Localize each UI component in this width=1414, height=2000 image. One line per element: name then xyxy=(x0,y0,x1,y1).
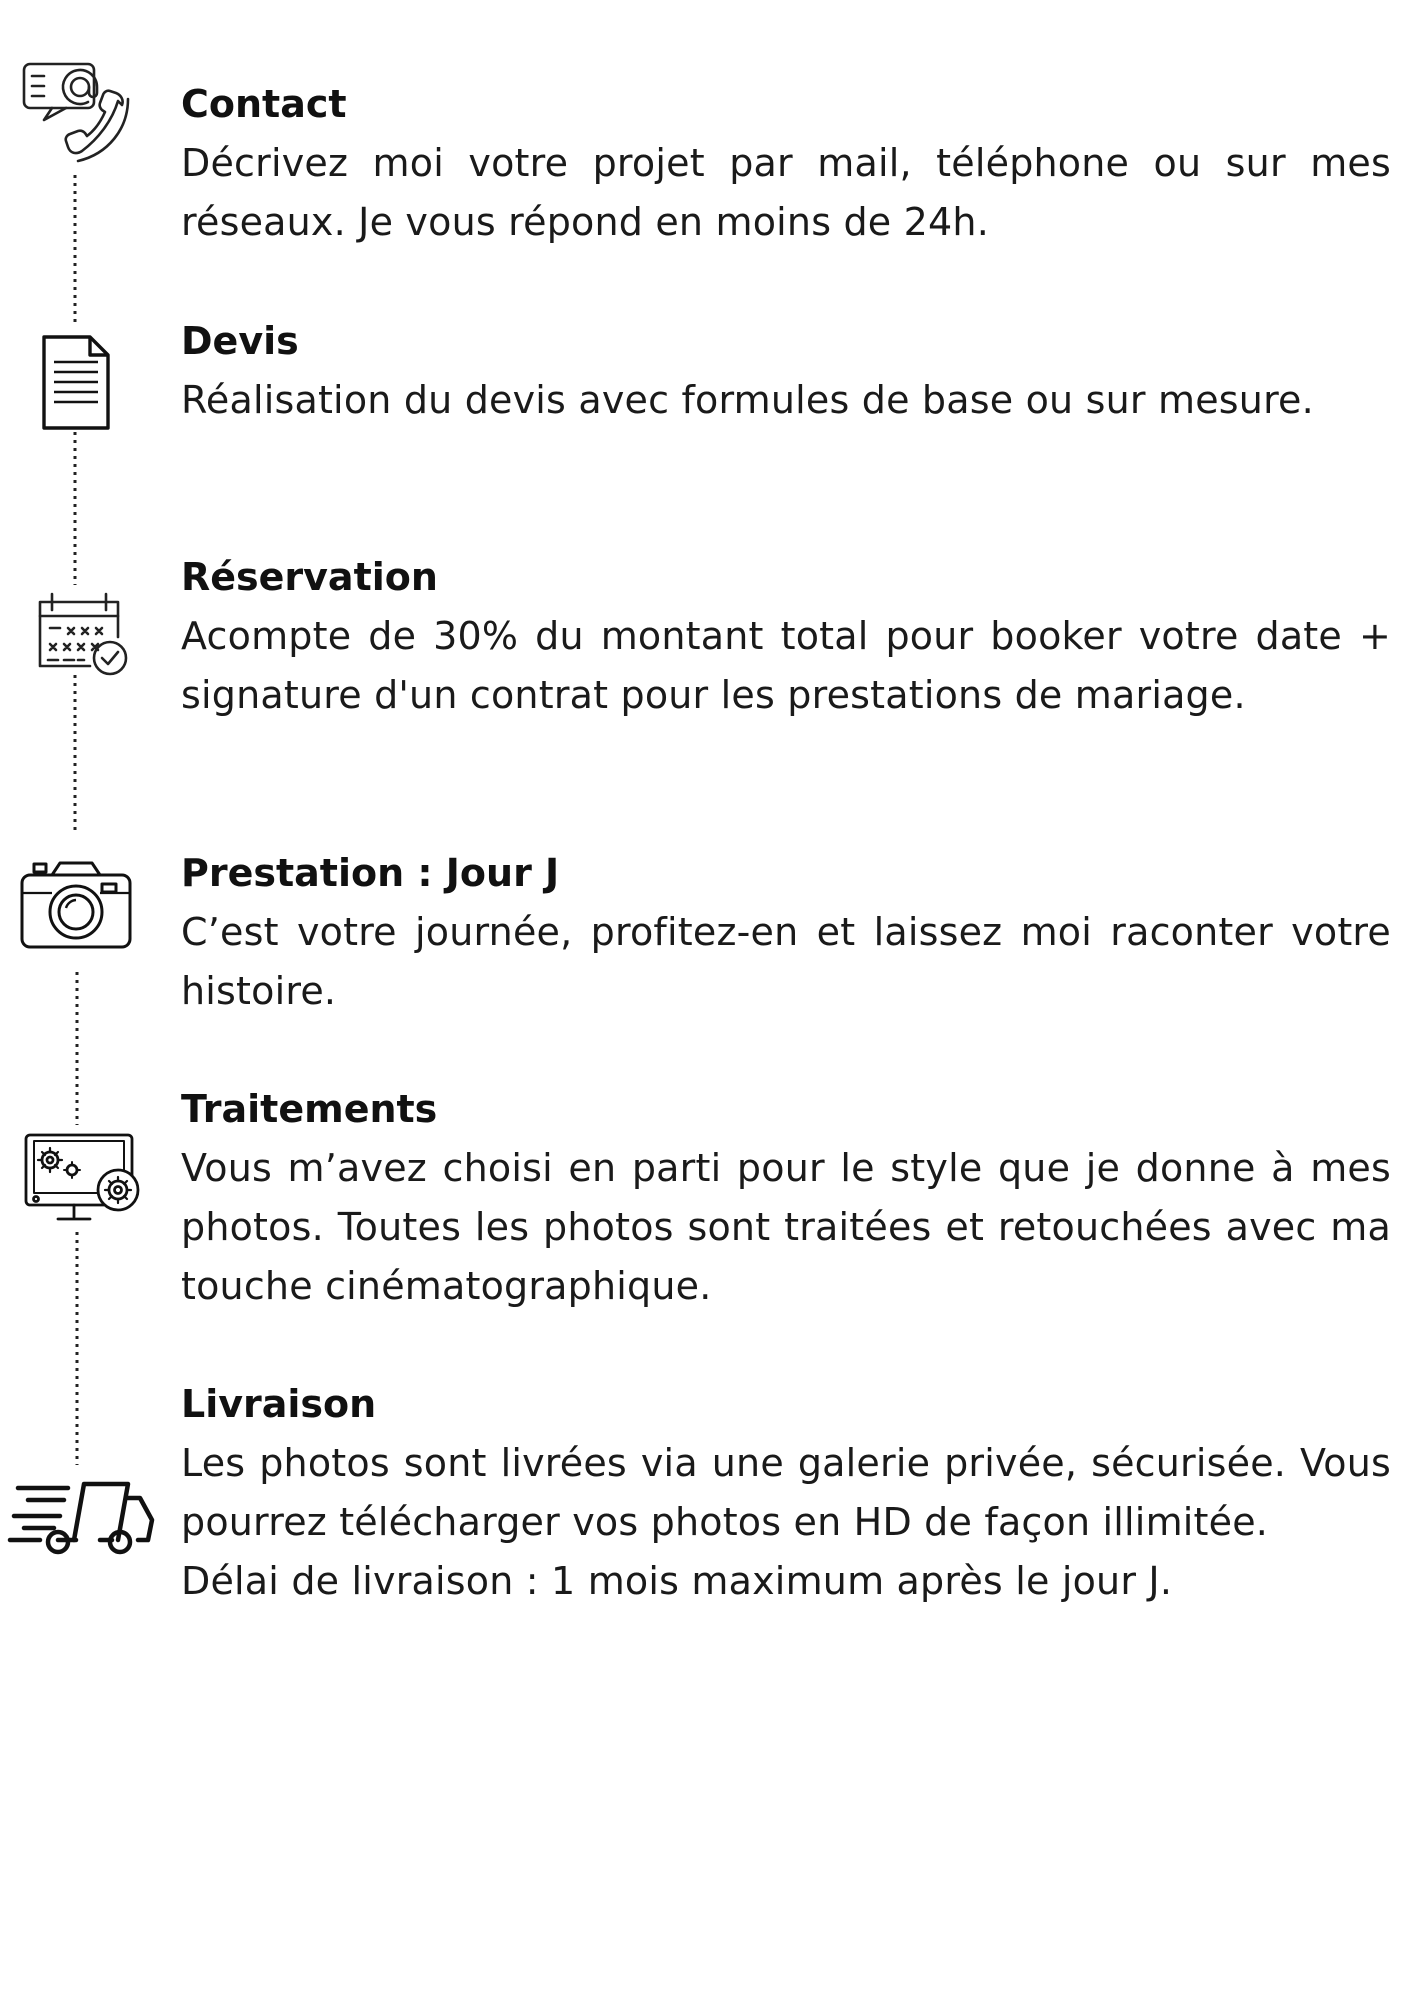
step-title: Contact xyxy=(181,82,347,126)
step-description: Acompte de 30% du montant total pour booker votre date + signature d'un contrat pour les prestations de mariage. xyxy=(181,614,1391,717)
step-title: Traitements xyxy=(181,1087,438,1131)
step-prestation xyxy=(181,847,1391,1021)
document-icon xyxy=(44,337,108,428)
step-contact xyxy=(181,78,1391,252)
step-description: C’est votre journée, profitez-en et laissez moi raconter votre histoire. xyxy=(181,910,1391,1013)
step-delivery-delay: Délai de livraison : 1 mois maximum après le jour J. xyxy=(181,1559,1173,1603)
step-description: Décrivez moi votre projet par mail, téléphone ou sur mes réseaux. Je vous répond en moins de 24h. xyxy=(181,141,1391,244)
step-description: Vous m’avez choisi en parti pour le style que je donne à mes photos. Toutes les photos sont traitées et retouchées avec ma touche cinématographique. xyxy=(181,1146,1391,1308)
step-traitements xyxy=(181,1083,1391,1316)
timeline-connector xyxy=(75,175,77,1465)
step-title: Devis xyxy=(181,319,299,363)
step-description: Réalisation du devis avec formules de base ou sur mesure. xyxy=(181,378,1314,422)
calendar-check-icon xyxy=(40,594,126,674)
camera-icon xyxy=(22,863,130,947)
step-description: Les photos sont livrées via une galerie privée, sécurisée. Vous pourrez télécharger vos photos en HD de façon illimitée. xyxy=(181,1441,1391,1544)
step-reservation xyxy=(181,551,1391,725)
delivery-truck-icon xyxy=(10,1484,152,1552)
step-livraison xyxy=(181,1378,1391,1611)
contact-email-phone-icon xyxy=(24,64,128,161)
step-title: Prestation : Jour J xyxy=(181,851,560,895)
step-title: Livraison xyxy=(181,1382,377,1426)
step-devis xyxy=(181,315,1391,430)
timeline xyxy=(0,0,160,2000)
step-title: Réservation xyxy=(181,555,438,599)
monitor-gears-icon xyxy=(26,1135,138,1219)
